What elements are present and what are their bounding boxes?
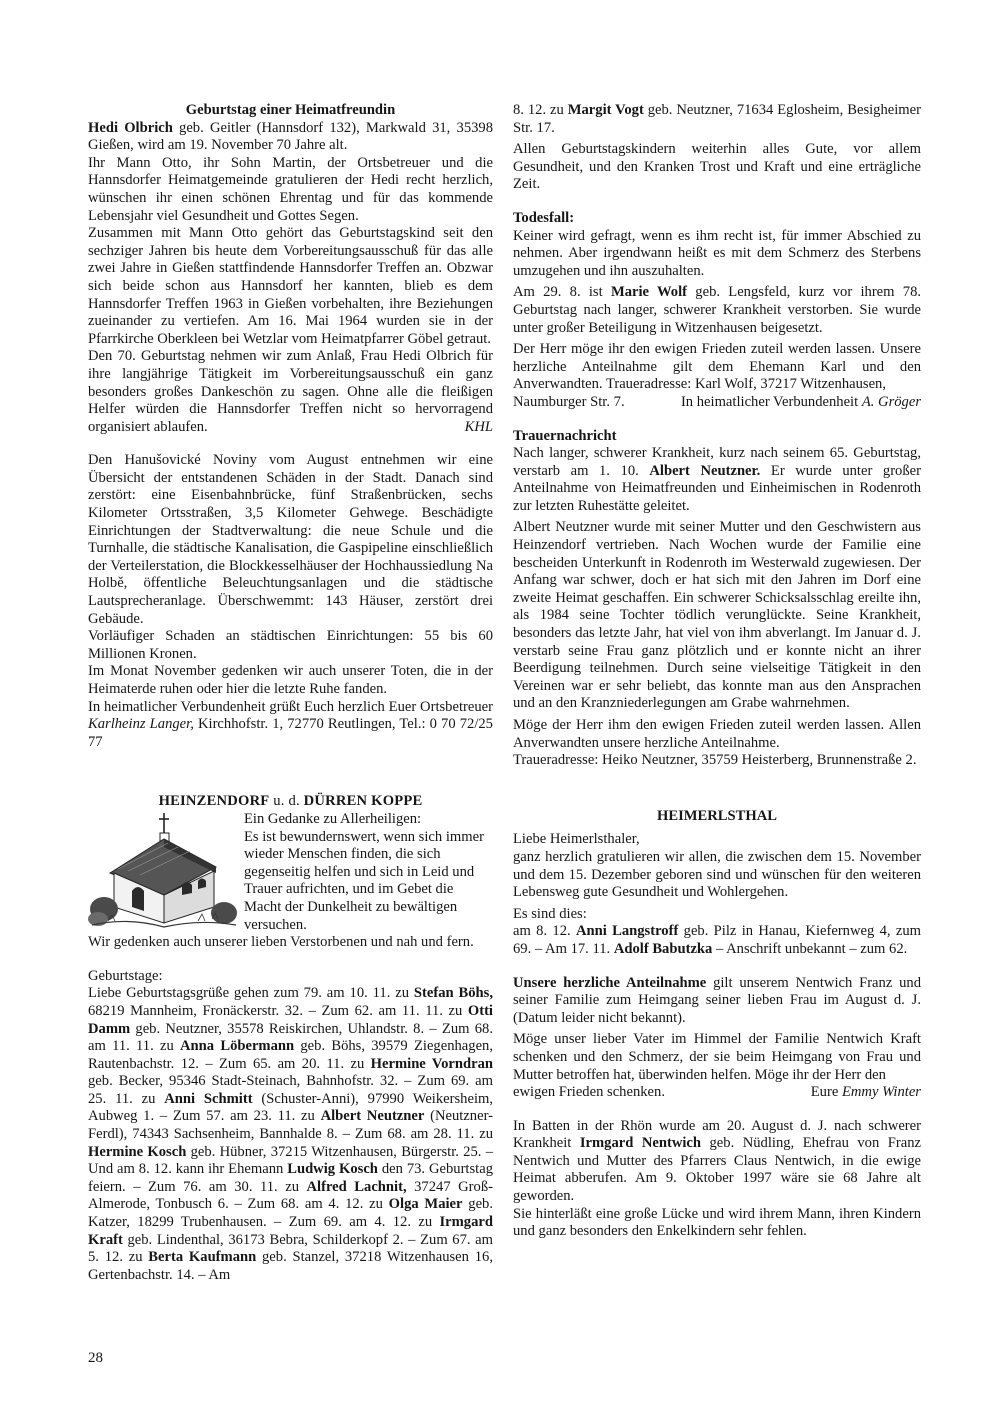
heimerlsthal-p3 [513, 975, 921, 1028]
mourning-p4: Traueradresse: Heiko Neutzner, 35759 Heisterberg, Brunnenstraße 2. [513, 752, 917, 769]
mourning-heading: Trauernachricht [513, 427, 617, 444]
cont-p2: Allen Geburtstagskindern weiterhin alles Gute, vor allem Gesundheit, und den Kranken Trost und Kraft und eine erträgliche Zeit. [513, 141, 921, 193]
damage-p4-pre: In heimatlicher Verbundenheit grüßt Euch herzlich Euer Ortsbetreuer [88, 698, 493, 715]
heimerlsthal-greeting: Liebe Heimerlsthaler, [513, 831, 640, 848]
heim-p5-post: geb. Nüdling, Ehefrau von Franz Nentwich und Mutter des Pfarrers Claus Nentwich, in die ewige Heimat abberufen. Am 9. Oktober 1997 wäre sie 68 Jahre alt geworden. [513, 1135, 921, 1205]
bd-name: Berta Kaufmann [148, 1249, 257, 1266]
heim-p2-c: – Anschrift unbekannt – zum 62. [712, 940, 908, 957]
heinzendorf-p2-text: Wir gedenken auch unserer lieben Verstorbenen und nah und fern. [88, 934, 474, 951]
death-signature [681, 394, 921, 412]
death-p3: Der Herr möge ihr den ewigen Frieden zuteil werden lassen. Unsere herzliche Anteilnahme gilt dem Ehemann Karl und den Anverwandten. Traueradresse: Karl Wolf, 37217 Witzenhausen, [513, 341, 921, 393]
mourning-p1-pre: Nach langer, schwerer Krankheit, kurz nach seinem 65. Geburtstag, verstarb am 1. 10. [513, 445, 921, 479]
bd-text: 68219 Mannheim, Fronäckerstr. 32. – Zum 62. am 11. 11. zu [88, 1002, 468, 1019]
heim-p5-pre: In Batten in der Rhön wurde am 20. August d. J. nach schwerer Krankheit [513, 1117, 921, 1152]
death-p2-pre: Am 29. 8. ist [513, 284, 611, 301]
heim-sig-pre: Eure [810, 1084, 842, 1101]
mourning-p1-post: Er wurde unter großer Anteilnahme von Heimatfreunden und Einheimischen in Rodenroth zur letzten Ruhestätte geleitet. [513, 462, 921, 514]
heimerlsthal-signature-row [513, 1084, 921, 1102]
heimerlsthal-p4: Möge unser lieber Vater im Himmel der Familie Nentwich Kraft schenken und den Schmerz, der sie beim Heimgang von Frau und Mutter betroffen hat, überwinden helfen. Möge ihr der Herr den [513, 1031, 921, 1083]
death-signature-row [513, 394, 921, 412]
heimerlsthal-p6: Sie hinterläßt eine große Lücke und wird ihrem Mann, ihren Kindern und ganz besonders den Enkelkindern sehr fehlen. [513, 1205, 921, 1240]
birthday-heading: Geburtstag einer Heimatfreundin [185, 102, 396, 118]
bd-text: (Schuster-Anni), 97990 Weikersheim, Aubweg 1. – Zum 57. am 23. 11. zu [88, 1090, 493, 1125]
birthday-p1-text: geb. Geitler (Hannsdorf 132), Markwald 31, 35398 Gießen, wird am 19. November 70 Jahre alt. [88, 119, 494, 154]
death-sig-name: A. Gröger [861, 393, 921, 410]
birthday-p3: Zusammen mit Mann Otto gehört das Geburtstagskind seit den sechziger Jahren bis heute dem Vorbereitungsausschuß für das alle zwei Jahre in Gießen stattfindende Hannsdorfer Treffen an. Obzwar sich beide schon aus Hannsdorf her kannten, blieb es dem Hannsdorfer Treffen 1963 in Gießen vorbehalten, ihre Beziehungen zueinander zu vertiefen. Am 16. Mai 1964 wurden sie in der Pfarrkirche Oberkleen bei Wetzlar vom Heimatpfarrer Göbel getraut. [88, 225, 493, 347]
cont-name: Margit Vogt [567, 102, 644, 118]
cont-post: geb. Neutzner, 71634 Eglosheim, Besigheimer Str. 17. [513, 102, 921, 136]
page-number: 28 [88, 1350, 103, 1366]
death-sig-pre: In heimatlicher Verbundenheit [680, 393, 862, 410]
bd-name: Hermine Vorndran [370, 1055, 493, 1072]
mourning-p1-name: Albert Neutzner. [649, 462, 761, 479]
cont-pre: 8. 12. zu [513, 102, 568, 118]
heimerlsthal-p2 [513, 923, 921, 958]
birthday-p4 [88, 348, 493, 436]
death-p2-name: Marie Wolf [610, 284, 688, 301]
bd-text: (Neutzner-Ferdl), 74343 Sachsenheim, Bannhalde 8. – Zum 68. am 28. 11. zu [88, 1108, 493, 1143]
bd-text: geb. Hübner, 37215 Witzenhausen, Bürgerstr. 25. – Und am 8. 12. kann ihr Ehemann [88, 1143, 493, 1178]
mourning-p2: Albert Neutzner wurde mit seiner Mutter und den Geschwistern aus Heinzendorf vertrieben. Nach Wochen wurde der Familie eine bescheiden Unterkunft in Rodenroth im Westerwald zugewiesen. Der Anfang war schwer, doch er hat sich mit den Jahren im Dorf eine zweite Heimat geschaffen. Ein schwerer Schicksalsschlag ereilte ihn, als 1984 seine Tochter tödlich verunglückte. Seine Krankheit, besonders das letzte Jahr, hat viel von ihm abverlangt. Im Januar d. J. verstarb seine Frau ganz plötzlich und er konnte nicht an ihrer Beerdigung teilnehmen. Durch seine vielseitige Tätigkeit in den Vereinen war er sehr beliebt, das konnte man aus den Ansprachen und an den Kranzniederlegungen am Grabe wahrnehmen. [513, 519, 921, 712]
heinzendorf-p2 [88, 934, 493, 952]
death-heading: Todesfall: [513, 209, 575, 226]
heim-p3-rest: gilt unserem Nentwich Franz und seiner Familie zum Heimgang seiner lieben Frau im August d. J. (Datum leider nicht bekannt). [513, 974, 921, 1026]
bd-text: 37247 Groß-Almerode, Tonbusch 6. – Zum 68. am 4. 12. zu [88, 1178, 493, 1213]
mourning-p3: Möge der Herr ihm den ewigen Frieden zuteil werden lassen. Allen Anverwandten unsere herzliche Anteilnahme. [513, 717, 921, 751]
bd-text: Liebe Geburtstagsgrüße gehen zum 79. am 10. 11. zu [88, 985, 414, 1002]
heimerlsthal-p5 [513, 1118, 921, 1206]
bd-text: geb. Katzer, 18299 Trubenhausen. – Zum 69. am 4. 12. zu [88, 1196, 493, 1231]
birthdays-list [88, 985, 493, 1284]
heim-p5-name: Irmgard Nentwich [579, 1135, 702, 1152]
damage-p4 [88, 699, 493, 752]
bd-name: Anni Schmitt [164, 1090, 253, 1107]
right-column [513, 102, 921, 1241]
bd-name: Albert Neutzner [320, 1108, 425, 1125]
bd-text: geb. Becker, 95346 Stadt-Steinach, Bahnhofstr. 32. – Zum 69. am 25. 11. zu [88, 1073, 493, 1107]
bd-name: Anna Löbermann [180, 1038, 295, 1055]
bd-text: geb. Böhs, 39579 Ziegenhagen, Rautenbachstr. 12. – Zum 65. am 20. 11. zu [88, 1038, 493, 1072]
heim-p2-b: geb. Pilz in Hanau, Kiefernweg 4, zum 69. – Am 17. 11. [513, 923, 921, 957]
death-p3-last: Naumburger Str. 7. [513, 393, 625, 410]
heinzendorf-heading-a: HEINZENDORF [158, 793, 270, 810]
left-column [88, 102, 493, 1284]
heim-p2-name1: Anni Langstroff [575, 923, 679, 940]
death-p1: Keiner wird gefragt, wenn es ihm recht ist, für immer Abschied zu nehmen. Aber irgendwann heißt es mit dem Schmerz des Sterbens umzugehen und ihn auszuhalten. [513, 227, 921, 279]
heinzendorf-heading [88, 793, 493, 811]
heim-sig-name: Emmy Winter [841, 1084, 921, 1101]
damage-p1: Den Hanušovické Noviny vom August entnehmen wir eine Übersicht der entstandenen Schäden in der Stadt. Danach sind zerstört: eine Eisenbahnbrücke, fünf Straßenbrücken, sechs Kilometer Ortsstraßen, 3,5 Kilometer Gehwege. Beschädigte Einrichtungen der Stadtverwaltung: die neue Schule und die Turnhalle, die städtische Kanalisation, die Gaspipeline einschließlich der Verteilerstation, die Blockkesselhäuser der Hochhaussiedlung Na Holbě, öffentliche Beleuchtungsanlagen und die städtische Lautsprecheranlage. Überschwemmt: 143 Häuser, zerstört drei Gebäude. [88, 452, 493, 627]
bd-text: den 73. Geburtstag feiern. – Zum 76. am 30. 11. zu [88, 1161, 493, 1195]
heimerlsthal-p2-label: Es sind dies: [513, 905, 587, 922]
bd-name: Hermine Kosch [88, 1143, 187, 1160]
heim-p4-last: ewigen Frieden schenken. [513, 1084, 665, 1101]
bd-name: Otti Damm [88, 1002, 493, 1037]
birthdays-heading: Geburtstage: [88, 967, 163, 984]
bd-name: Ludwig Kosch [287, 1161, 378, 1178]
cont-p1 [513, 102, 921, 137]
heinzendorf-p1: Es ist bewundernswert, wenn sich immer wieder Menschen finden, die sich gegenseitig helfen und sich in Leid und Trauer aufrichten, und im Gebet die Macht der Dunkelheit zu bewältigen versuchen. [244, 828, 484, 933]
heimerlsthal-heading: HEIMERLSTHAL [656, 807, 778, 824]
birthday-name: Hedi Olbrich [88, 119, 173, 136]
bd-name: Alfred Lachnit, [306, 1178, 407, 1195]
chapel-icon [88, 811, 238, 929]
heinzendorf-intro: Ein Gedanke zu Allerheiligen: [244, 810, 422, 827]
damage-p4-post: Kirchhofstr. 1, 72770 Reutlingen, Tel.: 0 70 72/25 77 [88, 716, 493, 750]
heim-p2-a: am 8. 12. [513, 923, 576, 940]
heinzendorf-heading-c: DÜRREN KOPPE [303, 793, 423, 810]
bd-name: Irmgard Kraft [88, 1214, 493, 1248]
bd-name: Stefan Böhs, [413, 985, 493, 1002]
chapel-illustration [88, 811, 238, 929]
damage-p4-name: Karlheinz Langer, [88, 716, 194, 733]
bd-text: geb. Neutzner, 35578 Reiskirchen, Uhlandstr. 8. – Zum 68. am 11. 11. zu [88, 1020, 493, 1055]
heim-signature [811, 1084, 921, 1102]
bd-text: geb. Lindenthal, 36173 Bebra, Schilderkopf 2. – Zum 67. am 5. 12. zu [88, 1231, 493, 1266]
heinzendorf-heading-b: u. d. [269, 793, 304, 810]
death-p2 [513, 284, 921, 337]
birthday-signature: KHL [464, 418, 493, 435]
heimerlsthal-p1: ganz herzlich gratulieren wir allen, die zwischen dem 15. November und dem 15. Dezember geboren sind und wünschen für den weiteren Lebensweg gute Gesundheit und Wohlergehen. [513, 848, 921, 901]
birthday-p4-text: Den 70. Geburtstag nehmen wir zum Anlaß, Frau Hedi Olbrich für ihre langjährige Tätigkeit im Vorbereitungsausschuß ein ganz besonders großes Dankeschön zu sagen. Ohne alle die fleißigen Helfer würden die Hannsdorfer Treffen nicht so hervorragend organisiert ablaufen. [88, 348, 493, 435]
bd-text: geb. Stanzel, 37218 Witzenhausen 16, Gertenbachstr. 14. – Am [88, 1249, 493, 1283]
damage-p3: Im Monat November gedenken wir auch unserer Toten, die in der Heimaterde ruhen oder hier die letzte Ruhe fanden. [88, 663, 493, 697]
birthday-p1 [88, 120, 493, 155]
birthday-p2: Ihr Mann Otto, ihr Sohn Martin, der Ortsbetreuer und die Hannsdorfer Heimatgemeinde gratulieren der Hedi recht herzlich, wünschen ihr einen schönen Ehrentag und für das kommende Lebensjahr viel Gesundheit und Gottes Segen. [88, 154, 493, 224]
heim-p2-name2: Adolf Babutzka [613, 940, 713, 957]
death-p2-post: geb. Lengsfeld, kurz vor ihrem 78. Geburtstag nach langer, schwerer Krankheit verstorben. Sie wurde unter großer Beteiligung in Witzenhausen beigesetzt. [513, 284, 922, 336]
damage-p2: Vorläufiger Schaden an städtischen Einrichtungen: 55 bis 60 Millionen Kronen. [88, 628, 493, 662]
mourning-p1 [513, 445, 921, 515]
bd-name: Olga Maier [388, 1196, 463, 1213]
heim-p3-bold: Unsere herzliche Anteilnahme [513, 974, 707, 991]
